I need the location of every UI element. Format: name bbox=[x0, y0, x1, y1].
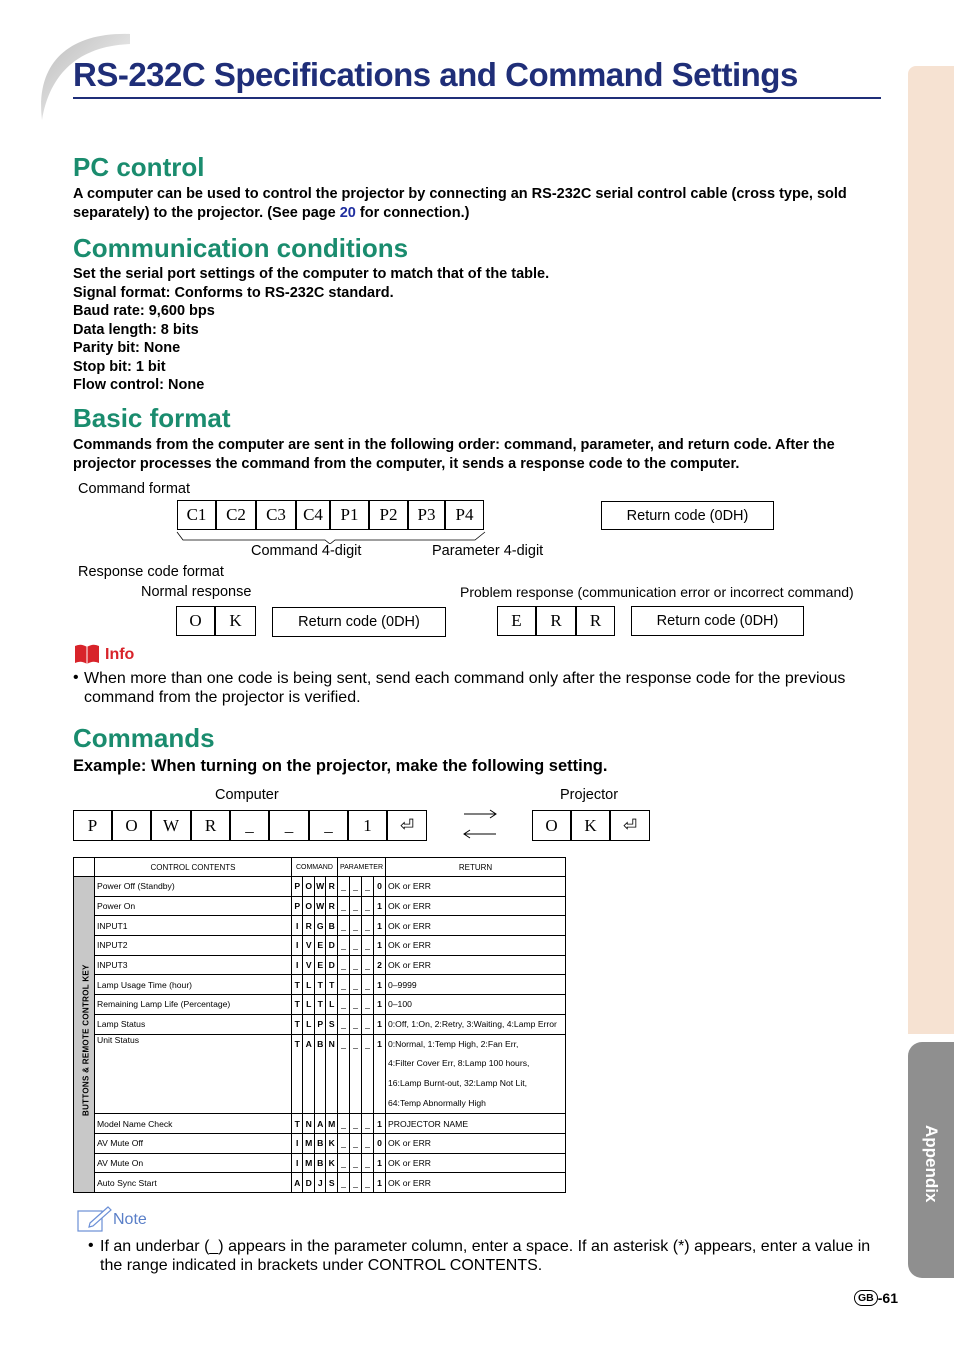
param-cell-p4: P4 bbox=[445, 500, 484, 530]
normal-return-code-box: Return code (0DH) bbox=[272, 607, 446, 637]
example-cell: 1 bbox=[348, 810, 387, 841]
control-contents-cell: INPUT2 bbox=[95, 936, 292, 956]
parameter-char-cell: _ bbox=[349, 1034, 361, 1114]
comm-line: Data length: 8 bits bbox=[73, 321, 199, 338]
parameter-char-cell: _ bbox=[361, 995, 373, 1015]
command-char-cell: A bbox=[291, 1173, 303, 1193]
note-bullet: • bbox=[88, 1237, 94, 1254]
info-text: When more than one code is being sent, send each command only after the response code for the previous command from the projector is verified. bbox=[84, 670, 846, 706]
command-char-cell: T bbox=[291, 1114, 303, 1134]
parameter-char-cell: 1 bbox=[373, 916, 385, 936]
parameter-char-cell: 1 bbox=[373, 1173, 385, 1193]
parameter-char-cell: _ bbox=[337, 1114, 349, 1134]
command-char-cell: L bbox=[303, 995, 315, 1015]
return-cell bbox=[386, 1034, 566, 1114]
command-char-cell: A bbox=[314, 1114, 326, 1134]
command-char-cell: M bbox=[303, 1133, 315, 1153]
command-char-cell: R bbox=[326, 877, 338, 897]
pc-control-text-b: for connection.) bbox=[355, 205, 470, 221]
page-20-link[interactable]: 20 bbox=[339, 205, 356, 221]
comm-line: Flow control: None bbox=[73, 377, 205, 393]
basic-format-text: Commands from the computer are sent in the following order: command, parameter, and return code. After the projector processes the command from the computer, it sends a response code to the computer. bbox=[73, 437, 835, 472]
command-char-cell: I bbox=[291, 1133, 303, 1153]
header-command: COMMAND bbox=[291, 858, 337, 877]
parameter-char-cell: _ bbox=[361, 916, 373, 936]
command-char-cell: P bbox=[314, 1014, 326, 1034]
control-contents-cell: AV Mute Off bbox=[95, 1133, 292, 1153]
parameter-char-cell: _ bbox=[349, 877, 361, 897]
table-header-row bbox=[74, 858, 566, 877]
command-char-cell: J bbox=[314, 1173, 326, 1193]
return-cell: OK or ERR bbox=[386, 916, 566, 936]
parameter-char-cell: 1 bbox=[373, 975, 385, 995]
control-contents-cell: Auto Sync Start bbox=[95, 1173, 292, 1193]
side-tab-background bbox=[908, 66, 954, 1034]
problem-return-code-box: Return code (0DH) bbox=[631, 606, 804, 636]
table-row bbox=[74, 975, 566, 995]
command-char-cell: D bbox=[303, 1173, 315, 1193]
command-char-cell: R bbox=[326, 896, 338, 916]
parameter-char-cell: _ bbox=[361, 1014, 373, 1034]
parameter-4digit-label: Parameter 4-digit bbox=[432, 543, 544, 559]
control-contents-cell: INPUT3 bbox=[95, 955, 292, 975]
control-contents-cell: Lamp Status bbox=[95, 1014, 292, 1034]
parameter-char-cell: 1 bbox=[373, 995, 385, 1015]
parameter-char-cell: _ bbox=[361, 1153, 373, 1173]
parameter-char-cell: _ bbox=[337, 1014, 349, 1034]
cmd-cell-c3: C3 bbox=[256, 500, 296, 530]
command-char-cell: S bbox=[326, 1014, 338, 1034]
return-cell: OK or ERR bbox=[386, 1153, 566, 1173]
header-return: RETURN bbox=[386, 858, 566, 877]
command-char-cell: L bbox=[326, 995, 338, 1015]
command-char-cell: K bbox=[326, 1153, 338, 1173]
control-contents-cell: AV Mute On bbox=[95, 1153, 292, 1173]
command-char-cell: O bbox=[303, 877, 315, 897]
command-char-cell: T bbox=[291, 995, 303, 1015]
command-char-cell: D bbox=[326, 936, 338, 956]
command-char-cell: M bbox=[326, 1114, 338, 1134]
command-char-cell: I bbox=[291, 955, 303, 975]
response-format-label: Response code format bbox=[78, 564, 224, 580]
info-label: Info bbox=[105, 646, 135, 663]
appendix-tab-label: Appendix bbox=[922, 1125, 941, 1203]
parameter-char-cell: _ bbox=[337, 1034, 349, 1114]
control-contents-cell: Power On bbox=[95, 896, 292, 916]
return-line: 64:Temp Abnormally High bbox=[388, 1097, 486, 1108]
err-cell-r2: R bbox=[576, 606, 615, 636]
basic-format-heading: Basic format bbox=[73, 403, 231, 433]
parameter-char-cell: 2 bbox=[373, 955, 385, 975]
ok-cell-o: O bbox=[176, 606, 215, 636]
parameter-char-cell: 1 bbox=[373, 1034, 385, 1114]
return-cell: OK or ERR bbox=[386, 1133, 566, 1153]
parameter-char-cell: _ bbox=[349, 896, 361, 916]
comm-line: Signal format: Conforms to RS-232C standard. bbox=[73, 284, 394, 301]
table-row bbox=[74, 936, 566, 956]
param-cell-p2: P2 bbox=[369, 500, 408, 530]
parameter-char-cell: _ bbox=[349, 1133, 361, 1153]
command-char-cell: M bbox=[303, 1153, 315, 1173]
pc-control-text bbox=[73, 185, 888, 223]
command-char-cell: N bbox=[303, 1114, 315, 1134]
side-header-cell bbox=[74, 858, 95, 877]
page-title: RS-232C Specifications and Command Settings bbox=[73, 56, 798, 93]
command-char-cell: T bbox=[291, 1034, 303, 1114]
return-cell: OK or ERR bbox=[386, 1173, 566, 1193]
table-row bbox=[74, 896, 566, 916]
comm-line: Parity bit: None bbox=[73, 340, 181, 356]
example-cell: _ bbox=[309, 810, 348, 841]
table-row bbox=[74, 1034, 566, 1114]
command-4digit-label: Command 4-digit bbox=[251, 543, 362, 559]
command-char-cell: L bbox=[303, 1014, 315, 1034]
command-char-cell: I bbox=[291, 916, 303, 936]
parameter-char-cell: _ bbox=[337, 1173, 349, 1193]
command-char-cell: T bbox=[291, 1014, 303, 1034]
command-char-cell: S bbox=[326, 1173, 338, 1193]
projector-cell: K bbox=[571, 810, 610, 841]
exchange-arrows-icon bbox=[460, 806, 500, 842]
parameter-char-cell: _ bbox=[337, 1153, 349, 1173]
table-row bbox=[74, 1133, 566, 1153]
return-cell: OK or ERR bbox=[386, 936, 566, 956]
command-char-cell: D bbox=[326, 955, 338, 975]
pc-control-heading: PC control bbox=[73, 152, 205, 182]
return-cell: 0:Off, 1:On, 2:Retry, 3:Waiting, 4:Lamp Error bbox=[386, 1014, 566, 1034]
control-contents-cell: Model Name Check bbox=[95, 1114, 292, 1134]
example-cell: O bbox=[112, 810, 151, 841]
command-char-cell: E bbox=[314, 955, 326, 975]
command-char-cell: V bbox=[303, 936, 315, 956]
note-text: If an underbar (_) appears in the parameter column, enter a space. If an asterisk (*) appears, enter a value in the range indicated in brackets under CONTROL CONTENTS. bbox=[100, 1238, 871, 1274]
parameter-char-cell: _ bbox=[361, 1114, 373, 1134]
parameter-char-cell: _ bbox=[349, 955, 361, 975]
command-char-cell: W bbox=[314, 877, 326, 897]
parameter-char-cell: 1 bbox=[373, 1153, 385, 1173]
parameter-char-cell: _ bbox=[361, 975, 373, 995]
parameter-char-cell: _ bbox=[361, 955, 373, 975]
digit-braces bbox=[175, 530, 487, 544]
command-char-cell: R bbox=[303, 916, 315, 936]
normal-response-label: Normal response bbox=[141, 584, 252, 600]
return-cell: OK or ERR bbox=[386, 877, 566, 897]
command-char-cell: T bbox=[291, 975, 303, 995]
comm-line: Set the serial port settings of the computer to match that of the table. bbox=[73, 266, 550, 282]
command-char-cell: W bbox=[314, 896, 326, 916]
command-char-cell: T bbox=[314, 995, 326, 1015]
parameter-char-cell: _ bbox=[337, 936, 349, 956]
command-char-cell: G bbox=[314, 916, 326, 936]
return-cell: OK or ERR bbox=[386, 955, 566, 975]
gb-badge: GB bbox=[854, 1290, 878, 1306]
command-char-cell: I bbox=[291, 936, 303, 956]
table-row bbox=[74, 916, 566, 936]
control-contents-cell: Lamp Usage Time (hour) bbox=[95, 975, 292, 995]
command-char-cell: B bbox=[326, 916, 338, 936]
commands-example: Example: When turning on the projector, make the following setting. bbox=[73, 757, 608, 775]
table-body bbox=[74, 877, 566, 1193]
command-char-cell: P bbox=[291, 896, 303, 916]
header-control-contents: CONTROL CONTENTS bbox=[95, 858, 292, 877]
note-label: Note bbox=[113, 1211, 147, 1228]
communication-heading: Communication conditions bbox=[73, 233, 409, 263]
command-char-cell: K bbox=[326, 1133, 338, 1153]
parameter-char-cell: _ bbox=[337, 916, 349, 936]
control-contents-cell: INPUT1 bbox=[95, 916, 292, 936]
problem-response-label: Problem response (communication error or incorrect command) bbox=[460, 584, 854, 600]
page-number-value: -61 bbox=[877, 1290, 898, 1306]
info-book-icon bbox=[73, 643, 101, 665]
parameter-char-cell: _ bbox=[337, 955, 349, 975]
parameter-char-cell: _ bbox=[349, 936, 361, 956]
command-char-cell: V bbox=[303, 955, 315, 975]
return-cell: 0–100 bbox=[386, 995, 566, 1015]
table-row bbox=[74, 995, 566, 1015]
parameter-char-cell: 1 bbox=[373, 1014, 385, 1034]
parameter-char-cell: _ bbox=[337, 1133, 349, 1153]
return-line: 4:Filter Cover Err, 8:Lamp 100 hours, bbox=[388, 1058, 530, 1069]
command-char-cell: T bbox=[314, 975, 326, 995]
command-char-cell: L bbox=[303, 975, 315, 995]
command-char-cell: O bbox=[303, 896, 315, 916]
cmd-cell-c1: C1 bbox=[177, 500, 216, 530]
command-char-cell: T bbox=[326, 975, 338, 995]
cmd-cell-c4: C4 bbox=[296, 500, 330, 530]
parameter-char-cell: _ bbox=[337, 975, 349, 995]
page-number bbox=[854, 1290, 898, 1306]
parameter-char-cell: _ bbox=[337, 995, 349, 1015]
info-bullet: • bbox=[73, 669, 79, 686]
return-line: 16:Lamp Burnt-out, 32:Lamp Not Lit, bbox=[388, 1077, 528, 1088]
parameter-char-cell: 0 bbox=[373, 1133, 385, 1153]
parameter-char-cell: 1 bbox=[373, 1114, 385, 1134]
control-contents-cell: Power Off (Standby) bbox=[95, 877, 292, 897]
communication-list bbox=[73, 265, 549, 395]
return-cell: OK or ERR bbox=[386, 896, 566, 916]
parameter-char-cell: _ bbox=[349, 975, 361, 995]
table-row bbox=[74, 877, 566, 897]
parameter-char-cell: 1 bbox=[373, 896, 385, 916]
err-cell-e: E bbox=[497, 606, 536, 636]
param-cell-p1: P1 bbox=[330, 500, 369, 530]
command-char-cell: N bbox=[326, 1034, 338, 1114]
table-row bbox=[74, 1114, 566, 1134]
example-cell: W bbox=[151, 810, 191, 841]
ok-cell-k: K bbox=[215, 606, 256, 636]
buttons-remote-key-label: BUTTONS & REMOTE CONTROL KEY bbox=[81, 964, 91, 1116]
command-char-cell: I bbox=[291, 1153, 303, 1173]
parameter-char-cell: _ bbox=[361, 1034, 373, 1114]
comm-line: Stop bit: 1 bit bbox=[73, 358, 166, 375]
note-pencil-icon bbox=[76, 1205, 112, 1233]
parameter-char-cell: _ bbox=[349, 916, 361, 936]
pc-control-text-a: A computer can be used to control the projector by connecting an RS-232C serial control cable (cross type, sold separately) to the projector. (See page bbox=[73, 186, 847, 221]
command-char-cell: A bbox=[303, 1034, 315, 1114]
return-key-icon: ⏎ bbox=[387, 810, 427, 841]
command-char-cell: B bbox=[314, 1133, 326, 1153]
command-char-cell: B bbox=[314, 1034, 326, 1114]
control-contents-cell: Unit Status bbox=[95, 1034, 292, 1114]
parameter-char-cell: _ bbox=[337, 896, 349, 916]
projector-label: Projector bbox=[560, 787, 619, 803]
projector-cell: O bbox=[532, 810, 571, 841]
cmd-cell-c2: C2 bbox=[216, 500, 256, 530]
parameter-char-cell: _ bbox=[361, 877, 373, 897]
parameter-char-cell: _ bbox=[349, 1153, 361, 1173]
return-code-box: Return code (0DH) bbox=[601, 501, 774, 530]
parameter-char-cell: _ bbox=[349, 1173, 361, 1193]
parameter-char-cell: _ bbox=[349, 1014, 361, 1034]
control-contents-cell: Remaining Lamp Life (Percentage) bbox=[95, 995, 292, 1015]
param-cell-p3: P3 bbox=[408, 500, 445, 530]
example-cell: _ bbox=[230, 810, 269, 841]
parameter-char-cell: 1 bbox=[373, 936, 385, 956]
title-underline bbox=[73, 97, 881, 99]
err-cell-r1: R bbox=[536, 606, 576, 636]
example-cell: P bbox=[73, 810, 112, 841]
parameter-char-cell: _ bbox=[337, 877, 349, 897]
example-cell: _ bbox=[269, 810, 309, 841]
table-row bbox=[74, 1014, 566, 1034]
command-table bbox=[73, 857, 566, 1193]
return-key-icon: ⏎ bbox=[610, 810, 650, 841]
example-cell: R bbox=[191, 810, 230, 841]
command-char-cell: P bbox=[291, 877, 303, 897]
table-row bbox=[74, 955, 566, 975]
parameter-char-cell: _ bbox=[349, 1114, 361, 1134]
comm-line: Baud rate: 9,600 bps bbox=[73, 303, 215, 319]
return-cell: PROJECTOR NAME bbox=[386, 1114, 566, 1134]
command-char-cell: E bbox=[314, 936, 326, 956]
table-row bbox=[74, 1153, 566, 1173]
parameter-char-cell: _ bbox=[361, 936, 373, 956]
parameter-char-cell: _ bbox=[361, 1173, 373, 1193]
command-char-cell: B bbox=[314, 1153, 326, 1173]
parameter-char-cell: _ bbox=[349, 995, 361, 1015]
return-cell: 0–9999 bbox=[386, 975, 566, 995]
return-line: 0:Normal, 1:Temp High, 2:Fan Err, bbox=[388, 1038, 519, 1049]
computer-label: Computer bbox=[215, 787, 279, 803]
commands-heading: Commands bbox=[73, 723, 215, 753]
header-parameter: PARAMETER bbox=[337, 858, 385, 877]
parameter-char-cell: 0 bbox=[373, 877, 385, 897]
parameter-char-cell: _ bbox=[361, 896, 373, 916]
table-row bbox=[74, 1173, 566, 1193]
parameter-char-cell: _ bbox=[361, 1133, 373, 1153]
command-format-label: Command format bbox=[78, 481, 191, 497]
